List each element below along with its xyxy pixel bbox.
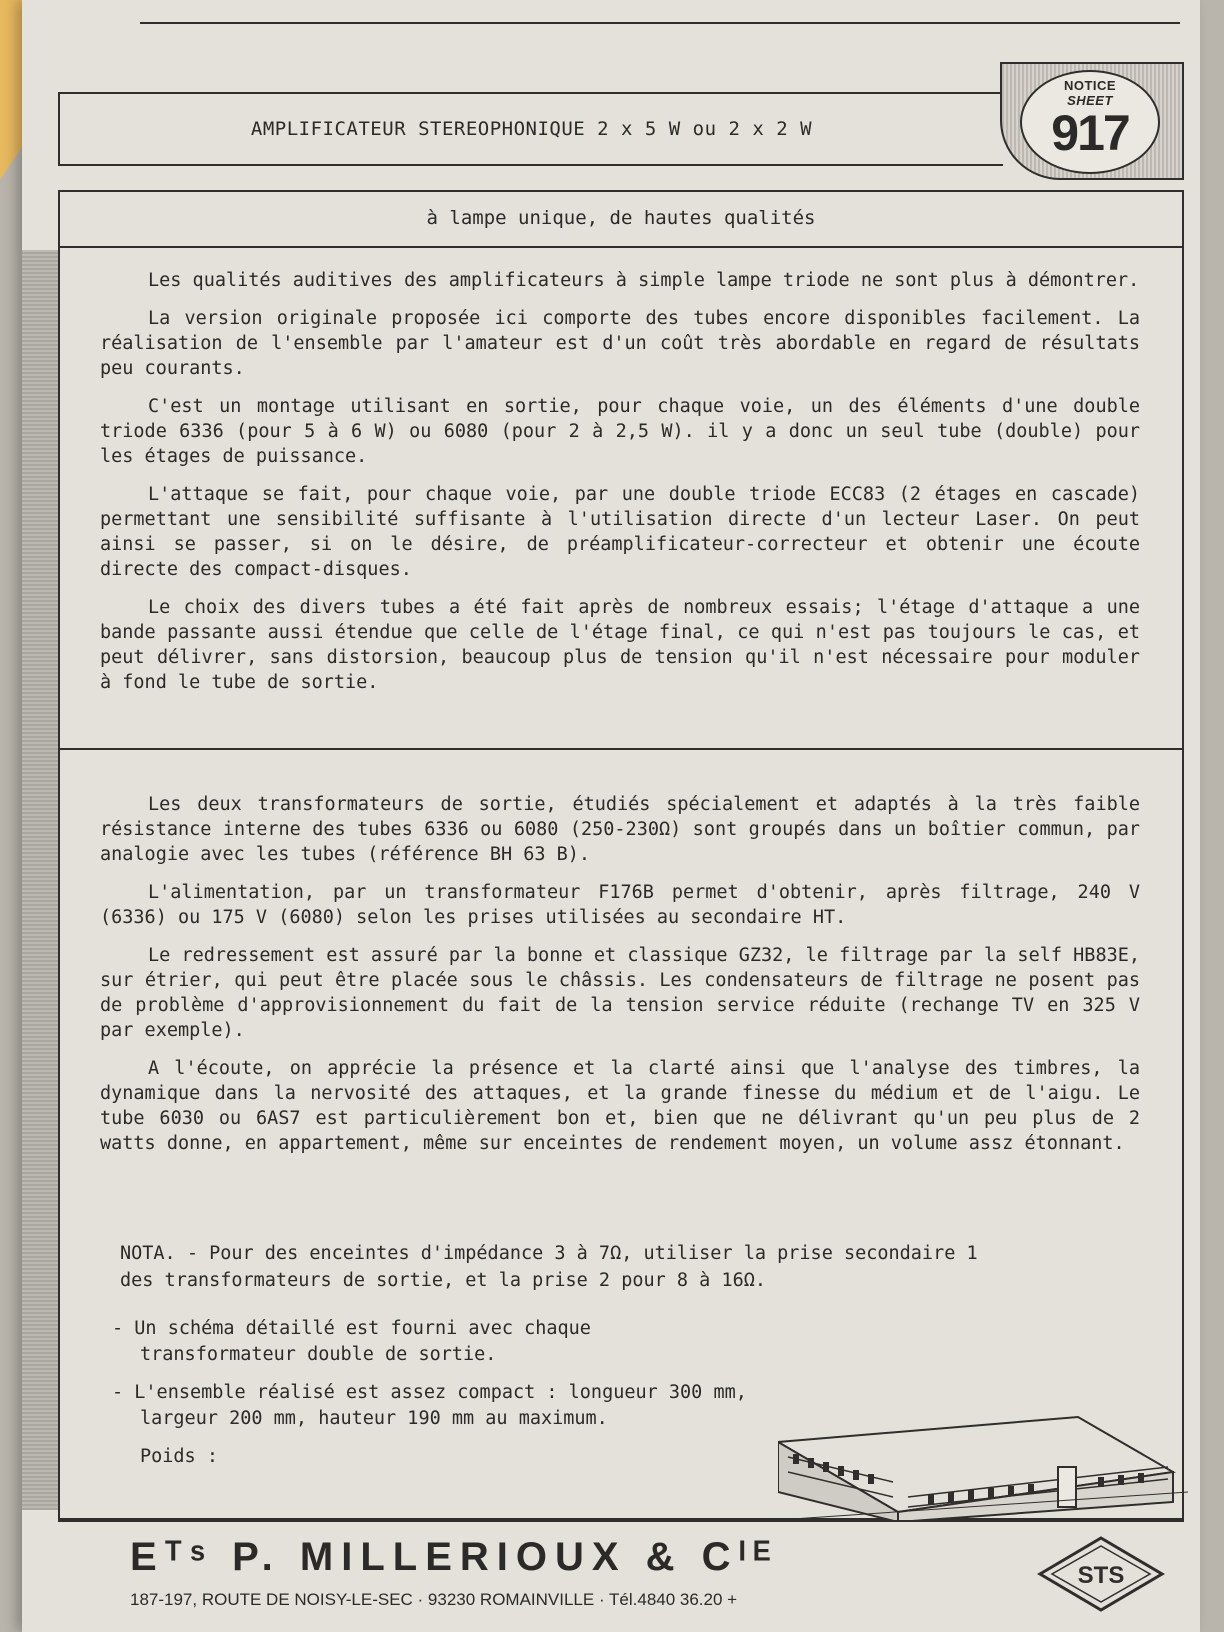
- notice-sheet-badge: [1000, 62, 1184, 180]
- footer-rule: [58, 1520, 1184, 1522]
- section-intro: [100, 268, 1140, 708]
- paragraph: Les qualités auditives des amplificateurs à simple lampe triode ne sont plus à démontrer.: [148, 270, 1140, 291]
- paragraph: A l'écoute, on apprécie la présence et la clarté ainsi que l'analyse des timbres, la dynamique dans la nervosité des attaques, et la grande finesse du médium et de l'aigu. Le tube 6030 ou 6AS7 est particulièrement bon et, bien que ne délivrant qu'un peu plus de 2 watts donne, en appartement, même sur enceintes de rendement moyen, un volume assz étonnant.: [100, 1058, 1140, 1154]
- document-title: [58, 92, 1003, 166]
- bullet-item: - L'ensemble réalisé est assez compact : longueur 300 mm, largeur 200 mm, hauteur 190 mm au maximum.: [112, 1382, 747, 1429]
- sts-logo-text: STS: [1077, 1562, 1125, 1589]
- bullet-list: [112, 1316, 752, 1470]
- paragraph: Les deux transformateurs de sortie, étudiés spécialement et adaptés à la très faible résistance interne des tubes 6336 ou 6080 (250-230Ω) sont groupés dans un boîtier commun, par analogie avec les tubes (référence BH 63 B).: [100, 794, 1140, 865]
- top-rule: [140, 22, 1180, 24]
- left-shaded-strip: [22, 250, 60, 1510]
- section-divider: [58, 748, 1184, 750]
- paragraph: L'alimentation, par un transformateur F176B permet d'obtenir, après filtrage, 240 V (6336) ou 175 V (6080) selon les prises utilisées au secondaire HT.: [100, 882, 1140, 928]
- paragraph: Le redressement est assuré par la bonne et classique GZ32, le filtrage par la self HB83E, sur étrier, qui peut être placée sous le châssis. Les condensateurs de filtrage ne posent pas de problème d'approvisionnement du fait de la tension service réduite (rechange TV en 325 V par exemple).: [100, 945, 1140, 1041]
- paragraph: Le choix des divers tubes a été fait après de nombreux essais; l'étage d'attaque a une bande passante aussi étendue que celle de l'étage final, ce qui n'est pas toujours le cas, et peut délivrer, sans distorsion, beaucoup plus de tension qu'il n'est nécessaire pour moduler à fond le tube de sortie.: [100, 597, 1140, 693]
- notice-oval: [1020, 70, 1160, 174]
- bullet-item: - Un schéma détaillé est fourni avec chaque transformateur double de sortie.: [112, 1318, 591, 1365]
- notice-label: NOTICE: [1063, 78, 1117, 93]
- paragraph: C'est un montage utilisant en sortie, pour chaque voie, un des éléments d'une double triode 6336 (pour 5 à 6 W) ou 6080 (pour 2 à 2,5 W). il y a donc un seul tube (double) pour les étages de puissance.: [100, 396, 1140, 467]
- company-address: 187-197, ROUTE DE NOISY-LE-SEC · 93230 ROMAINVILLE · Tél.4840 36.20 +: [130, 1590, 738, 1609]
- sheet-label: SHEET: [1067, 93, 1113, 108]
- section-details: [100, 792, 1140, 1169]
- subtitle-text: à lampe unique, de hautes qualités: [426, 207, 816, 229]
- factory-building-illustration: [778, 1412, 1188, 1522]
- sheet-number: 917: [1051, 105, 1129, 161]
- paragraph: La version originale proposée ici comporte des tubes encore disponibles facilement. La réalisation de l'ensemble par l'amateur est d'un coût très abordable en regard de résultats peu courants.: [100, 308, 1140, 379]
- nota-block: [120, 1240, 1140, 1294]
- nota-line-2: des transformateurs de sortie, et la prise 2 pour 8 à 16Ω.: [120, 1270, 767, 1291]
- weight-label: Poids :: [140, 1446, 218, 1467]
- title-text: AMPLIFICATEUR STEREOPHONIQUE 2 x 5 W ou 2 x 2 W: [250, 118, 813, 140]
- document-subtitle: [58, 190, 1184, 248]
- sts-logo: [1036, 1534, 1166, 1614]
- company-name: Eᵀˢ P. MILLERIOUX & Cᴵᴱ: [130, 1535, 779, 1579]
- nota-line-1: NOTA. - Pour des enceintes d'impédance 3 à 7Ω, utiliser la prise secondaire 1: [120, 1243, 978, 1264]
- paragraph: L'attaque se fait, pour chaque voie, par une double triode ECC83 (2 étages en cascade) permettant une sensibilité suffisante à l'utilisation directe d'un lecteur Laser. On peut ainsi se passer, si on le désire, de préamplificateur-correcteur et obtenir une écoute directe des compact-disques.: [100, 484, 1140, 580]
